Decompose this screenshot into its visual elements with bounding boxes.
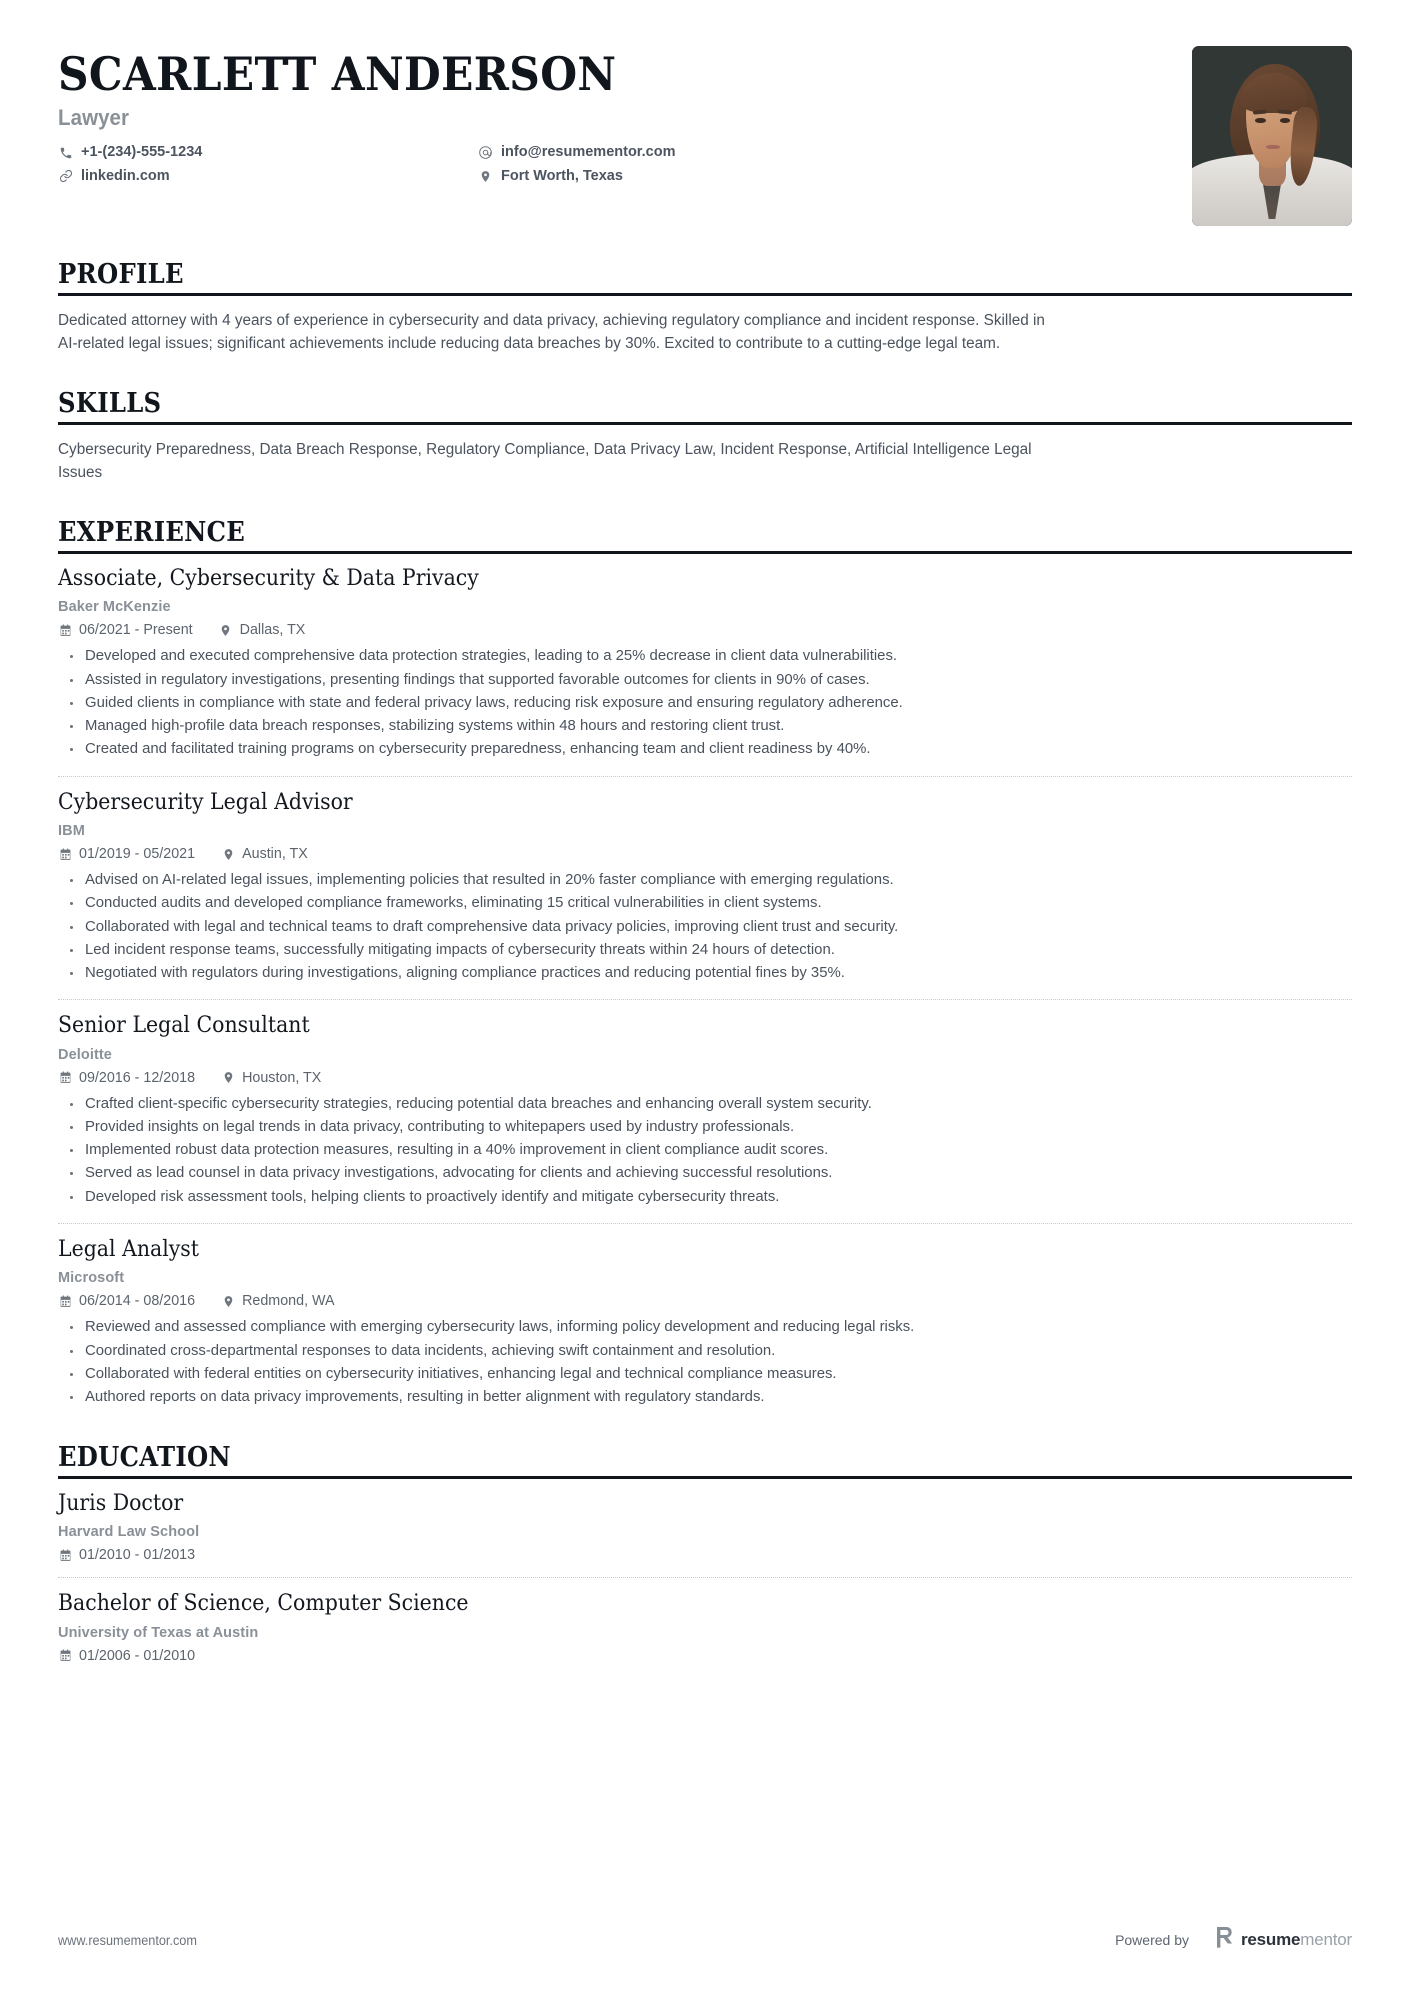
entry-degree: Bachelor of Science, Computer Science: [58, 1591, 469, 1617]
entry-job-title: Cybersecurity Legal Advisor: [58, 789, 353, 815]
brand-word-resume: resume: [1241, 1930, 1301, 1949]
calendar-icon: [58, 1294, 72, 1308]
calendar-icon: [58, 1548, 72, 1562]
list-item: Implemented robust data protection measures, resulting in a 40% improvement in client compliance audit scores.: [58, 1139, 1352, 1162]
location-pin-icon: [478, 169, 493, 184]
list-item: Served as lead counsel in data privacy investigations, advocating for clients and achieving successful resolutions.: [58, 1162, 1352, 1185]
calendar-icon: [58, 1071, 72, 1085]
entry-school: Harvard Law School: [58, 1524, 200, 1541]
calendar-icon: [58, 847, 72, 861]
entry-dates: [58, 1547, 195, 1563]
experience-entry: [58, 554, 1352, 762]
entry-bullets: [58, 645, 1352, 761]
contact-email[interactable]: [478, 144, 898, 161]
contact-linkedin[interactable]: [58, 168, 478, 185]
profile-divider: [58, 293, 1352, 296]
list-item: Collaborated with federal entities on cybersecurity initiatives, enhancing legal and technical compliance measures.: [58, 1363, 1352, 1386]
brand-word-mentor: mentor: [1300, 1930, 1352, 1949]
location-pin-icon: [221, 847, 235, 861]
list-item: Negotiated with regulators during investigations, aligning compliance practices and reducing potential fines by 35%.: [58, 962, 1352, 985]
resume-header: [58, 0, 1352, 226]
entry-job-title: Associate, Cybersecurity & Data Privacy: [58, 566, 479, 592]
list-item: Advised on AI-related legal issues, implementing policies that resulted in 20% faster compliance with emerging regulations.: [58, 869, 1352, 892]
experience-entry: [58, 776, 1352, 986]
list-item: Led incident response teams, successfully mitigating impacts of cybersecurity threats within 24 hours of detection.: [58, 939, 1352, 962]
skills-divider: [58, 422, 1352, 425]
entry-location: [221, 1070, 321, 1086]
entry-dates-text: 09/2016 - 12/2018: [79, 1069, 196, 1086]
list-item: Provided insights on legal trends in data privacy, contributing to whitepapers used by industry professionals.: [58, 1116, 1352, 1139]
education-heading: EDUCATION: [58, 1442, 231, 1474]
entry-company: IBM: [58, 823, 85, 840]
contact-location-text: Fort Worth, Texas: [501, 167, 623, 184]
experience-entry: [58, 1223, 1352, 1409]
entry-dates-text: 06/2014 - 08/2016: [79, 1293, 196, 1310]
resumementor-mark-icon: [1215, 1927, 1234, 1953]
headshot-photo: [1192, 46, 1352, 226]
profile-heading: PROFILE: [58, 259, 184, 290]
entry-dates-text: 01/2010 - 01/2013: [79, 1547, 196, 1564]
entry-dates: [58, 1293, 195, 1309]
location-pin-icon: [221, 1071, 235, 1085]
resumementor-logo: [1215, 1927, 1352, 1953]
entry-company: Deloitte: [58, 1046, 112, 1063]
entry-bullets: [58, 869, 1352, 985]
entry-location: [219, 622, 306, 638]
contact-phone[interactable]: [58, 144, 478, 161]
list-item: Created and facilitated training programs on cybersecurity preparedness, enhancing team and client readiness by 40%.: [58, 738, 1352, 761]
entry-degree: Juris Doctor: [58, 1491, 184, 1517]
header-text-block: [58, 44, 1192, 185]
page-title: SCARLETT ANDERSON: [58, 47, 617, 101]
location-pin-icon: [219, 623, 233, 637]
entry-job-title: Senior Legal Consultant: [58, 1013, 310, 1039]
footer-brand-block: [1115, 1927, 1352, 1953]
list-item: Collaborated with legal and technical teams to draft comprehensive data privacy policies, improving client trust and security.: [58, 916, 1352, 939]
skills-text: Cybersecurity Preparedness, Data Breach Response, Regulatory Compliance, Data Privacy Law, Incident Response, Artificial Intelligence Legal Issues: [58, 440, 1032, 482]
list-item: Developed risk assessment tools, helping clients to proactively identify and mitigate cybersecurity threats.: [58, 1186, 1352, 1209]
entry-dates: [58, 1648, 195, 1664]
experience-list: [58, 554, 1352, 1409]
list-item: Assisted in regulatory investigations, presenting findings that supported favorable outcomes for clients in 90% of cases.: [58, 669, 1352, 692]
contact-location: [478, 168, 898, 185]
list-item: Guided clients in compliance with state and federal privacy laws, reducing risk exposure and ensuring regulatory adherence.: [58, 692, 1352, 715]
entry-location-text: Austin, TX: [242, 846, 308, 863]
list-item: Reviewed and assessed compliance with emerging cybersecurity laws, informing policy development and reducing legal risks.: [58, 1316, 1352, 1339]
calendar-icon: [58, 623, 72, 637]
entry-meta: [58, 1547, 1352, 1563]
list-item: Crafted client-specific cybersecurity strategies, reducing potential data breaches and enhancing overall system security.: [58, 1093, 1352, 1116]
contact-column-right: [478, 144, 898, 185]
entry-location-text: Redmond, WA: [242, 1293, 335, 1310]
entry-bullets: [58, 1316, 1352, 1409]
entry-meta: [58, 1293, 1352, 1309]
footer-url[interactable]: www.resumementor.com: [58, 1932, 197, 1948]
entry-bullets: [58, 1093, 1352, 1209]
calendar-icon: [58, 1649, 72, 1663]
profile-section: [58, 260, 1352, 355]
contact-email-text: info@resumementor.com: [501, 144, 676, 161]
entry-meta: [58, 846, 1352, 862]
job-title: Lawyer: [58, 105, 130, 131]
entry-dates-text: 06/2021 - Present: [79, 622, 193, 639]
page-footer: [58, 1927, 1352, 1953]
powered-by-label: Powered by: [1115, 1932, 1189, 1948]
entry-location: [221, 846, 308, 862]
link-icon: [58, 169, 73, 184]
experience-entry: [58, 999, 1352, 1209]
education-entry: [58, 1577, 1352, 1663]
entry-location-text: Houston, TX: [242, 1069, 322, 1086]
profile-text: Dedicated attorney with 4 years of experience in cybersecurity and data privacy, achieving regulatory compliance and incident response. Skilled in AI-related legal issues; significant achievements include reducing data breaches by 30%. Excited to contribute to a cutting-edge legal team.: [58, 311, 1045, 352]
avatar: [1192, 46, 1352, 226]
entry-company: Microsoft: [58, 1270, 125, 1287]
entry-company: Baker McKenzie: [58, 599, 171, 616]
contact-info: [58, 144, 938, 185]
list-item: Coordinated cross-departmental responses to data incidents, achieving swift containment and resolution.: [58, 1340, 1352, 1363]
entry-job-title: Legal Analyst: [58, 1236, 200, 1262]
list-item: Developed and executed comprehensive data protection strategies, leading to a 25% decrease in client data vulnerabilities.: [58, 645, 1352, 668]
entry-meta: [58, 1648, 1352, 1664]
entry-dates: [58, 846, 195, 862]
entry-location: [221, 1293, 334, 1309]
education-section: [58, 1443, 1352, 1663]
list-item: Authored reports on data privacy improvements, resulting in better alignment with regulatory standards.: [58, 1386, 1352, 1409]
entry-dates-text: 01/2006 - 01/2010: [79, 1647, 196, 1664]
entry-school: University of Texas at Austin: [58, 1624, 259, 1641]
experience-heading: EXPERIENCE: [58, 517, 246, 549]
list-item: Conducted audits and developed compliance frameworks, eliminating 15 critical vulnerabilities in client systems.: [58, 892, 1352, 915]
entry-meta: [58, 622, 1352, 638]
education-list: [58, 1479, 1352, 1664]
list-item: Managed high-profile data breach responses, stabilizing systems within 48 hours and restoring client trust.: [58, 715, 1352, 738]
email-icon: [478, 145, 493, 160]
education-entry: [58, 1479, 1352, 1563]
entry-meta: [58, 1070, 1352, 1086]
contact-linkedin-text: linkedin.com: [81, 167, 170, 184]
experience-section: [58, 518, 1352, 1409]
entry-dates-text: 01/2019 - 05/2021: [79, 846, 196, 863]
resumementor-wordmark: [1241, 1930, 1352, 1950]
skills-heading: SKILLS: [58, 388, 162, 420]
entry-location-text: Dallas, TX: [239, 622, 306, 639]
location-pin-icon: [221, 1294, 235, 1308]
skills-section: [58, 389, 1352, 484]
entry-dates: [58, 622, 193, 638]
contact-phone-text: +1-(234)-555-1234: [81, 144, 203, 161]
contact-column-left: [58, 144, 478, 185]
phone-icon: [58, 145, 73, 160]
entry-dates: [58, 1070, 195, 1086]
